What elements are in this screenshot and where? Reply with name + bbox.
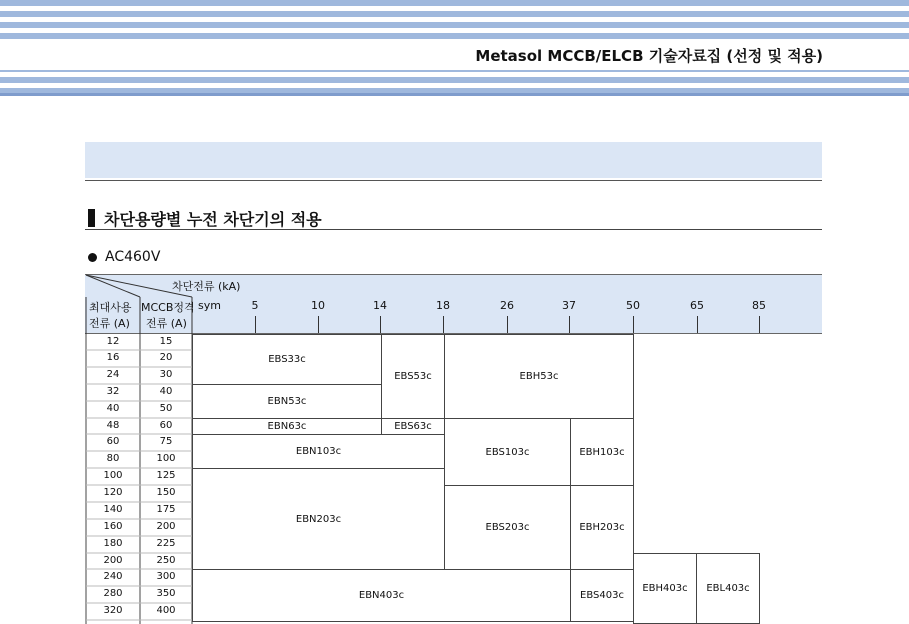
model-cell-ebh203c: EBH203c (570, 485, 634, 570)
max-current-cell: 40 (106, 403, 120, 414)
rated-current-cell: 125 (156, 470, 176, 481)
model-cell-ebs203c: EBS203c (444, 485, 571, 570)
max-current-cell: 16 (106, 352, 120, 363)
max-current-header-2: 전류 (A) (89, 317, 130, 330)
rated-current-cell: 225 (156, 538, 176, 549)
section-title: 차단용량별 누전 차단기의 적용 (104, 210, 322, 229)
rated-current-cell: 50 (159, 403, 173, 414)
tick-label: 5 (251, 299, 259, 312)
max-current-cell: 200 (103, 555, 123, 566)
max-current-cell: 100 (103, 470, 123, 481)
max-current-cell: 80 (106, 453, 120, 464)
rated-current-cell: 75 (159, 436, 173, 447)
max-current-header-1: 최대사용 (89, 301, 132, 314)
document-title: Metasol MCCB/ELCB 기술자료집 (선정 및 적용) (475, 47, 823, 65)
tick-label: 37 (562, 299, 576, 312)
rated-current-cell: 150 (156, 487, 176, 498)
tick-label: 50 (626, 299, 640, 312)
rated-current-cell: 300 (156, 571, 176, 582)
rated-current-cell: 20 (159, 352, 173, 363)
max-current-cell: 32 (106, 386, 120, 397)
rated-current-cell: 175 (156, 504, 176, 515)
model-cell-ebn63c: EBN63c (192, 418, 382, 435)
model-cell-ebn403c: EBN403c (192, 569, 571, 622)
max-current-cell: 48 (106, 420, 120, 431)
tick-label: 65 (690, 299, 704, 312)
model-cell-ebh103c: EBH103c (570, 418, 634, 486)
model-cell-ebn103c: EBN103c (192, 434, 445, 469)
sym-label: sym (198, 299, 221, 312)
model-cell-ebs53c: EBS53c (381, 334, 445, 419)
rated-current-cell: 200 (156, 521, 176, 532)
model-cell-ebs103c: EBS103c (444, 418, 571, 486)
rated-current-cell: 30 (159, 369, 173, 380)
rated-current-cell: 60 (159, 420, 173, 431)
max-current-cell: 240 (103, 571, 123, 582)
tick-label: 10 (311, 299, 325, 312)
model-cell-ebh403c: EBH403c (633, 553, 697, 624)
rated-current-cell: 15 (159, 336, 173, 347)
max-current-cell: 160 (103, 521, 123, 532)
rated-current-header-1: MCCB정격 (141, 301, 195, 314)
rated-current-cell: 350 (156, 588, 176, 599)
max-current-cell: 24 (106, 369, 120, 380)
max-current-cell: 60 (106, 436, 120, 447)
rated-current-cell: 400 (156, 605, 176, 616)
max-current-cell: 180 (103, 538, 123, 549)
max-current-cell: 12 (106, 336, 120, 347)
max-current-cell: 280 (103, 588, 123, 599)
model-cell-ebl403c: EBL403c (696, 553, 760, 624)
max-current-cell: 120 (103, 487, 123, 498)
rated-current-cell: 250 (156, 555, 176, 566)
tick-label: 85 (752, 299, 766, 312)
breaking-current-label: 차단전류 (kA) (172, 280, 241, 293)
model-cell-ebh53c: EBH53c (444, 334, 634, 419)
model-cell-ebs63c: EBS63c (381, 418, 445, 435)
rated-current-cell: 100 (156, 453, 176, 464)
model-cell-ebn53c: EBN53c (192, 384, 382, 419)
tick-label: 18 (436, 299, 450, 312)
max-current-cell: 140 (103, 504, 123, 515)
tick-label: 26 (500, 299, 514, 312)
max-current-cell: 320 (103, 605, 123, 616)
tick-label: 14 (373, 299, 387, 312)
model-cell-ebs403c: EBS403c (570, 569, 634, 622)
rated-current-cell: 40 (159, 386, 173, 397)
model-cell-ebn203c: EBN203c (192, 468, 445, 570)
rated-current-header-2: 전류 (A) (146, 317, 187, 330)
model-cell-ebs33c: EBS33c (192, 334, 382, 385)
voltage-label: AC460V (105, 249, 161, 265)
